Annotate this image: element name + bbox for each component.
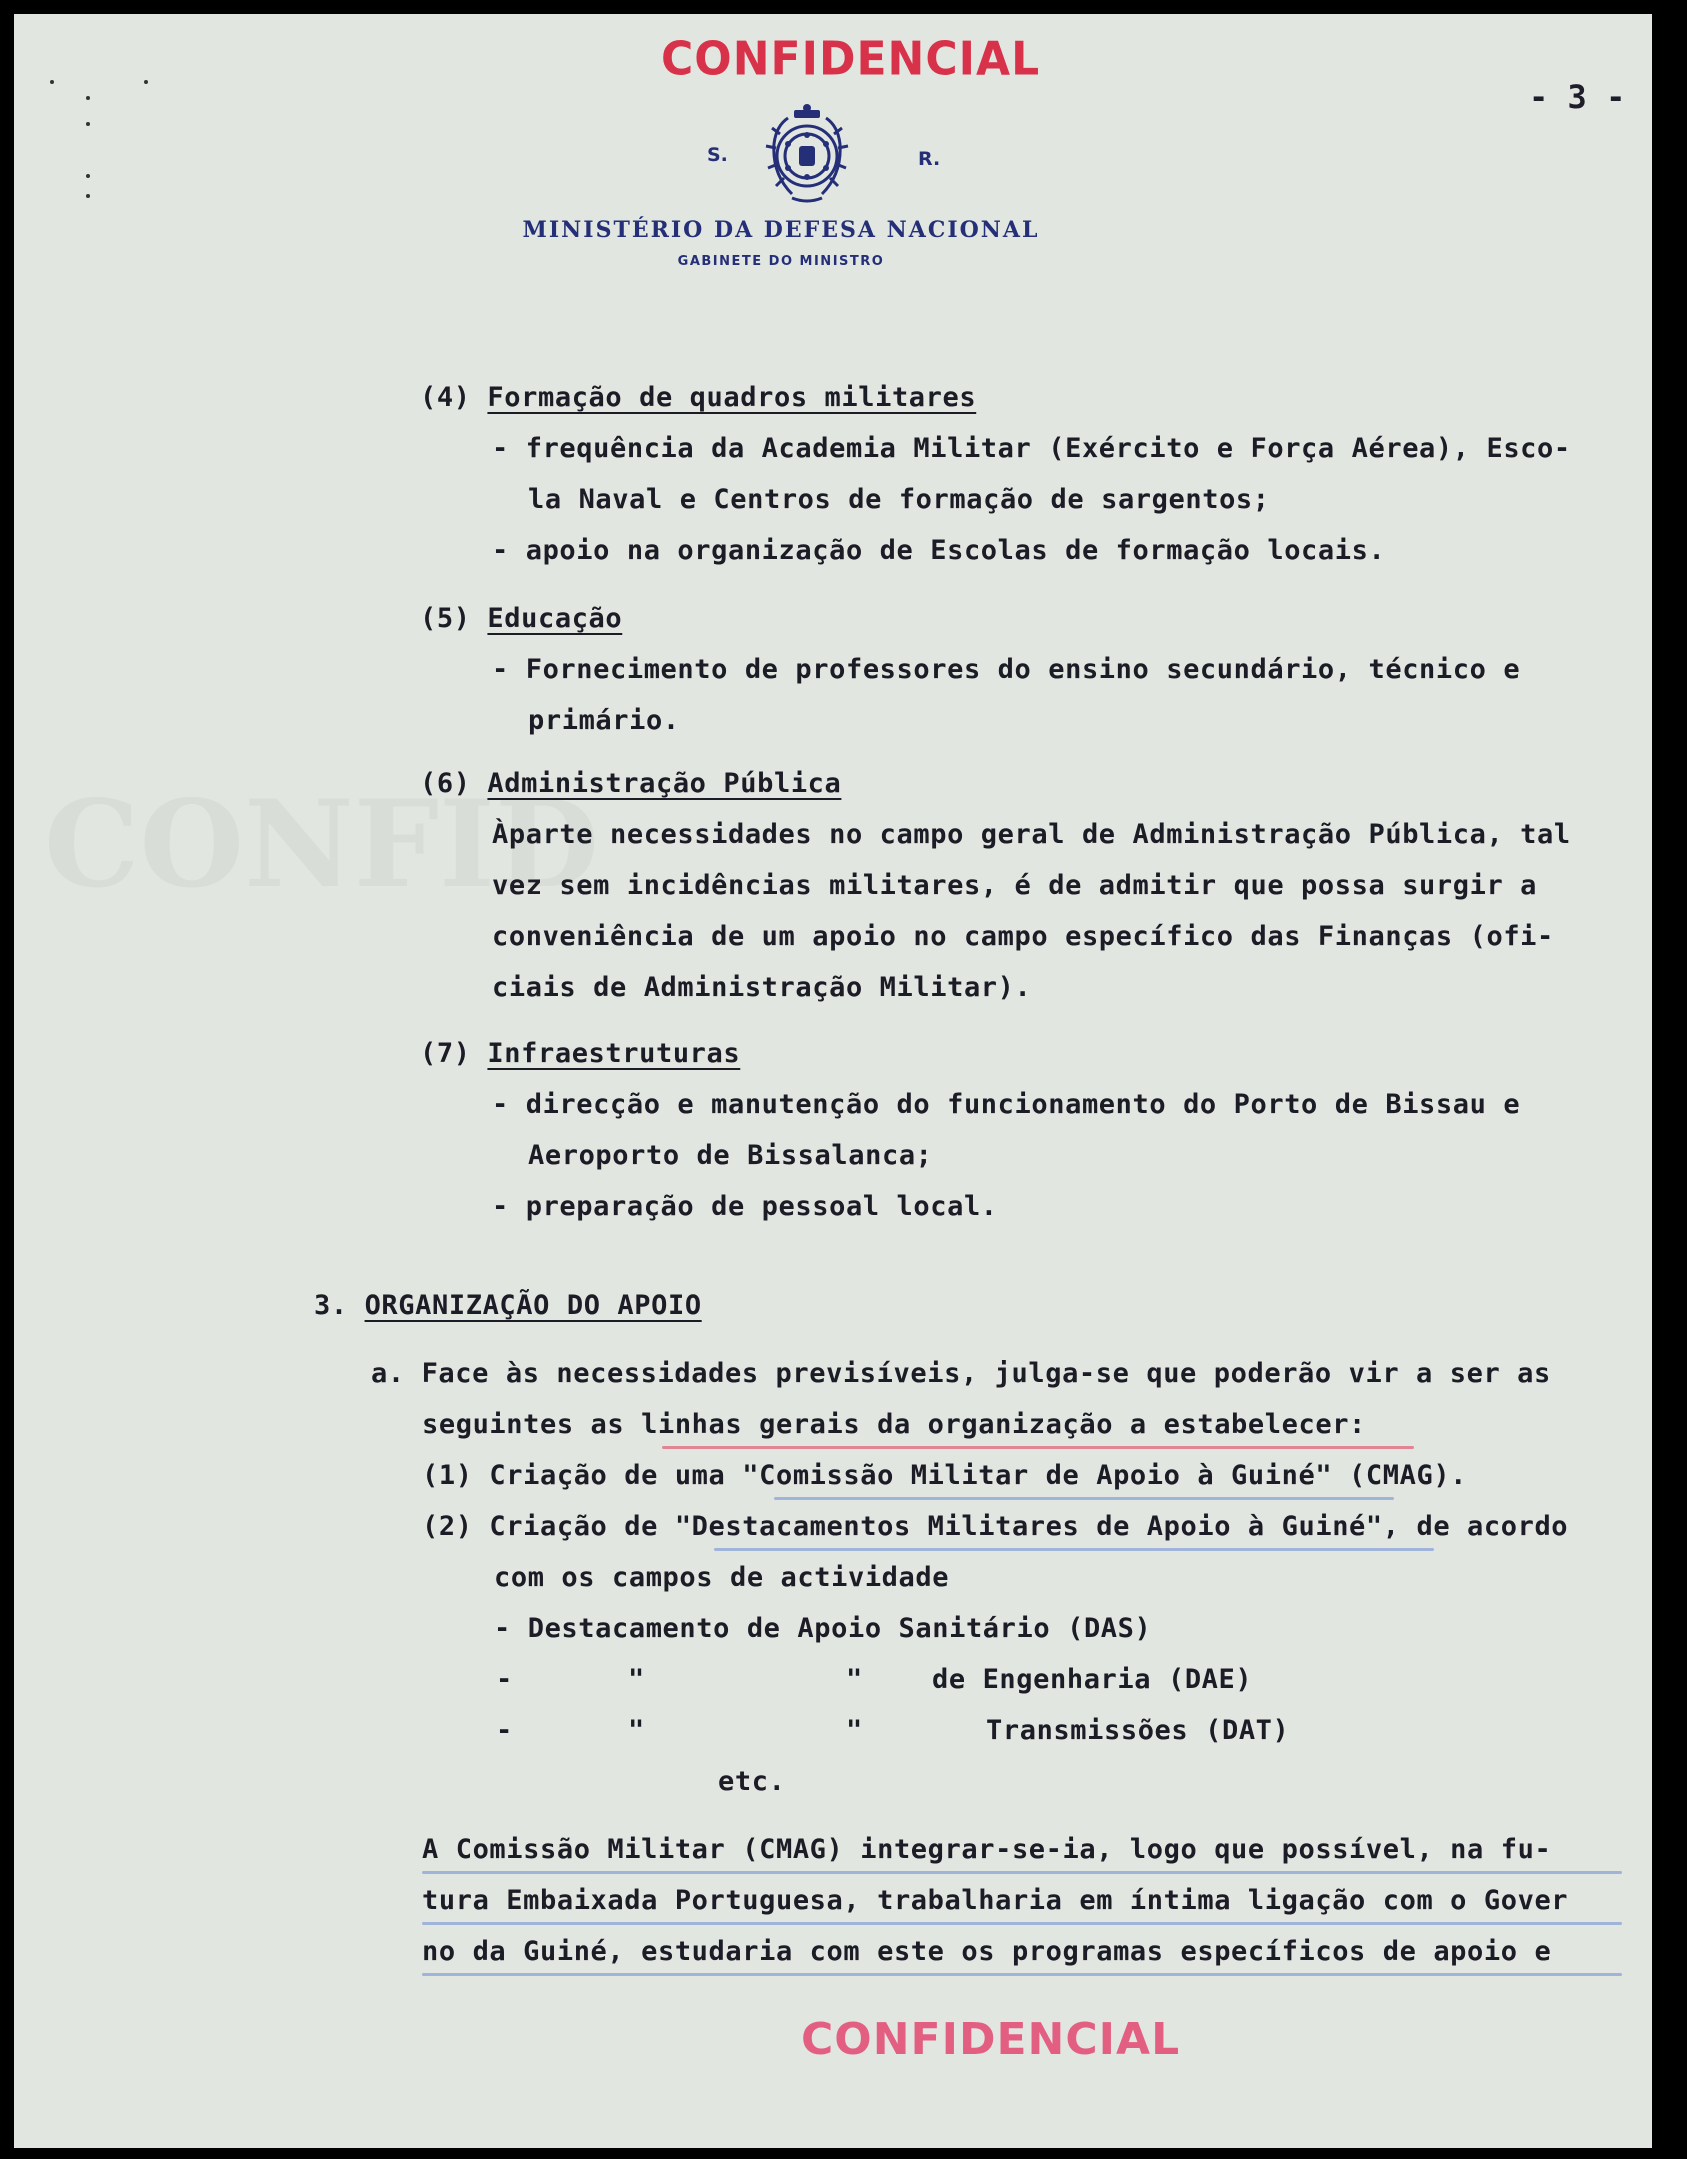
- text-line: Transmissões (DAT): [986, 1715, 1290, 1746]
- section-title: Educação: [487, 603, 623, 634]
- text-line: Àparte necessidades no campo geral de Administração Pública, tal: [492, 819, 1571, 850]
- section-title: ORGANIZAÇÃO DO APOIO: [364, 1290, 702, 1321]
- text-line: (2) Criação de "Destacamentos Militares de Apoio à Guiné", de acordo: [422, 1511, 1569, 1542]
- text-line: la Naval e Centros de formação de sargentos;: [528, 484, 1270, 515]
- margin-dot: [144, 80, 148, 84]
- ditto-mark: ": [846, 1715, 863, 1746]
- item-number: (5): [420, 603, 488, 634]
- blue-pen-underline: [422, 1871, 1622, 1874]
- text-line: vez sem incidências militares, é de admitir que possa surgir a: [492, 870, 1538, 901]
- item-number: (7): [420, 1038, 488, 1069]
- ditto-dash: -: [496, 1715, 513, 1746]
- item-6-heading: [420, 768, 841, 799]
- section-number: 3.: [314, 1290, 365, 1321]
- section-title: Infraestruturas: [487, 1038, 741, 1069]
- margin-dot: [86, 122, 90, 126]
- text-line: A Comissão Militar (CMAG) integrar-se-ia, logo que possível, na fu-: [422, 1834, 1552, 1865]
- ditto-mark: ": [628, 1715, 645, 1746]
- blue-pen-underline: [422, 1922, 1622, 1925]
- text-line: - apoio na organização de Escolas de formação locais.: [492, 535, 1386, 566]
- document-page: [14, 14, 1652, 2148]
- emblem-left-letter: S.: [707, 144, 728, 166]
- red-pen-underline: [662, 1446, 1414, 1449]
- margin-dot: [50, 80, 54, 84]
- cabinet-subtitle: GABINETE DO MINISTRO: [677, 254, 885, 269]
- text-line: - frequência da Academia Militar (Exército e Força Aérea), Esco-: [492, 433, 1571, 464]
- ditto-dash: -: [496, 1664, 513, 1695]
- text-line: - Fornecimento de professores do ensino secundário, técnico e: [492, 654, 1521, 685]
- text-line: a. Face às necessidades previsíveis, julga-se que poderão vir a ser as: [371, 1358, 1551, 1389]
- text-line: - direcção e manutenção do funcionamento do Porto de Bissau e: [492, 1089, 1521, 1120]
- text-line: Aeroporto de Bissalanca;: [528, 1140, 933, 1171]
- item-4-heading: [420, 382, 976, 413]
- blue-pen-underline: [714, 1548, 1434, 1551]
- emblem-right-letter: R.: [918, 148, 941, 170]
- ditto-mark: ": [628, 1664, 645, 1695]
- ditto-mark: ": [846, 1664, 863, 1695]
- margin-dot: [86, 194, 90, 198]
- blue-pen-underline: [774, 1497, 1394, 1500]
- text-line: tura Embaixada Portuguesa, trabalharia em íntima ligação com o Gover: [422, 1885, 1569, 1916]
- confidential-stamp-bottom: CONFIDENCIAL: [801, 2014, 1181, 2065]
- item-5-heading: [420, 603, 622, 634]
- item-number: (4): [420, 382, 488, 413]
- page-number: - 3 -: [1529, 78, 1626, 116]
- blue-pen-underline: [422, 1973, 1622, 1976]
- text-line: primário.: [528, 705, 680, 736]
- section-title: Formação de quadros militares: [487, 382, 977, 413]
- text-line: (1) Criação de uma "Comissão Militar de Apoio à Guiné" (CMAG).: [422, 1460, 1468, 1491]
- ministry-title: MINISTÉRIO DA DEFESA NACIONAL: [522, 217, 1040, 243]
- text-line: no da Guiné, estudaria com este os programas específicos de apoio e: [422, 1936, 1552, 1967]
- text-line: com os campos de actividade: [494, 1562, 950, 1593]
- text-line: etc.: [718, 1766, 786, 1797]
- text-line: seguintes as linhas gerais da organização a estabelecer:: [422, 1409, 1366, 1440]
- text-line: de Engenharia (DAE): [932, 1664, 1253, 1695]
- section-3-heading: [314, 1290, 702, 1321]
- item-7-heading: [420, 1038, 740, 1069]
- text-line: ciais de Administração Militar).: [492, 972, 1032, 1003]
- coat-of-arms-icon: [752, 104, 862, 212]
- confidential-stamp-top: CONFIDENCIAL: [661, 32, 1041, 87]
- text-line: conveniência de um apoio no campo específico das Finanças (ofi-: [492, 921, 1554, 952]
- text-line: - preparação de pessoal local.: [492, 1191, 998, 1222]
- margin-dot: [86, 174, 90, 178]
- item-number: (6): [420, 768, 488, 799]
- text-line: - Destacamento de Apoio Sanitário (DAS): [494, 1613, 1152, 1644]
- section-title: Administração Pública: [487, 768, 842, 799]
- margin-dot: [86, 96, 90, 100]
